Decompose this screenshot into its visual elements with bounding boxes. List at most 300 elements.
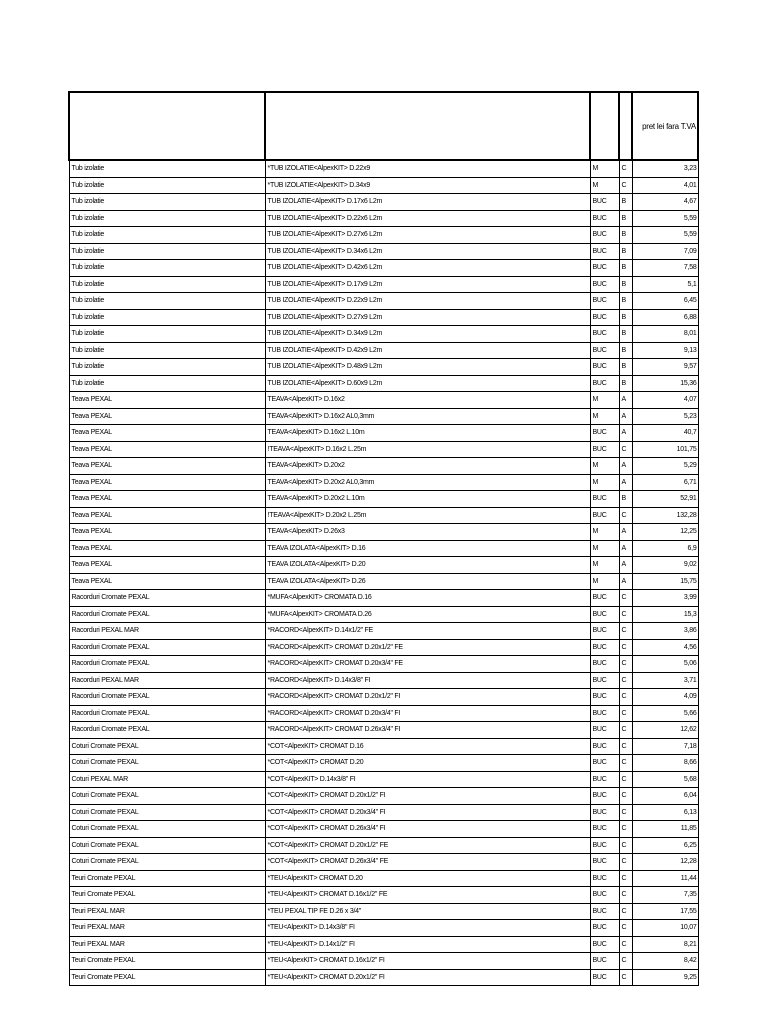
category-cell: Coturi Cromate PEXAL [69,738,265,755]
product-cell: *COT<AlpexKIT> CROMAT D.16 [265,738,590,755]
class-cell: A [619,408,632,425]
category-cell: Coturi Cromate PEXAL [69,788,265,805]
unit-cell: BUC [590,953,619,970]
unit-cell: BUC [590,507,619,524]
unit-cell: BUC [590,623,619,640]
class-cell: C [619,738,632,755]
price-cell: 11,44 [632,870,698,887]
class-cell: A [619,392,632,409]
product-cell: TUB IZOLATIE<AlpexKIT> D.22x9 L2m [265,293,590,310]
price-cell: 52,91 [632,491,698,508]
class-cell: C [619,705,632,722]
class-cell: B [619,260,632,277]
unit-cell: BUC [590,920,619,937]
product-cell: TUB IZOLATIE<AlpexKIT> D.17x9 L2m [265,276,590,293]
table-row [69,854,698,871]
unit-cell: BUC [590,821,619,838]
product-cell: TUB IZOLATIE<AlpexKIT> D.60x9 L2m [265,375,590,392]
table-row [69,392,698,409]
product-cell: !TEAVA<AlpexKIT> D.20x2 L.25m [265,507,590,524]
product-cell: *COT<AlpexKIT> CROMAT D.20x3/4" FI [265,804,590,821]
header-product [265,92,590,160]
product-cell: TEAVA<AlpexKIT> D.16x2 L.10m [265,425,590,442]
class-cell: B [619,227,632,244]
class-cell: A [619,557,632,574]
category-cell: Tub izolatie [69,359,265,376]
price-cell: 7,58 [632,260,698,277]
unit-cell: BUC [590,375,619,392]
category-cell: Teava PEXAL [69,524,265,541]
class-cell: C [619,672,632,689]
price-cell: 9,02 [632,557,698,574]
price-cell: 101,75 [632,441,698,458]
class-cell: C [619,722,632,739]
class-cell: C [619,854,632,871]
category-cell: Tub izolatie [69,276,265,293]
category-cell: Teuri Cromate PEXAL [69,953,265,970]
product-cell: *TEU<AlpexKIT> D.14x3/8" FI [265,920,590,937]
class-cell: B [619,342,632,359]
unit-cell: M [590,458,619,475]
unit-cell: BUC [590,227,619,244]
category-cell: Coturi PEXAL MAR [69,771,265,788]
header-category [69,92,265,160]
product-cell: *COT<AlpexKIT> CROMAT D.20x1/2" FI [265,788,590,805]
unit-cell: BUC [590,260,619,277]
unit-cell: BUC [590,738,619,755]
table-row [69,969,698,986]
category-cell: Tub izolatie [69,227,265,244]
category-cell: Teuri Cromate PEXAL [69,870,265,887]
table-row [69,788,698,805]
price-cell: 6,25 [632,837,698,854]
class-cell: C [619,755,632,772]
price-cell: 5,29 [632,458,698,475]
table-row [69,326,698,343]
price-cell: 6,04 [632,788,698,805]
category-cell: Teuri Cromate PEXAL [69,969,265,986]
product-cell: *TEU<AlpexKIT> D.14x1/2" FI [265,936,590,953]
table-row [69,936,698,953]
table-row [69,755,698,772]
price-cell: 8,66 [632,755,698,772]
product-cell: TUB IZOLATIE<AlpexKIT> D.27x9 L2m [265,309,590,326]
product-cell: TUB IZOLATIE<AlpexKIT> D.22x6 L2m [265,210,590,227]
unit-cell: M [590,557,619,574]
category-cell: Racorduri Cromate PEXAL [69,656,265,673]
category-cell: Teava PEXAL [69,507,265,524]
category-cell: Teava PEXAL [69,540,265,557]
unit-cell: M [590,408,619,425]
table-row [69,689,698,706]
table-row [69,771,698,788]
table-row [69,260,698,277]
price-cell: 8,01 [632,326,698,343]
table-row [69,194,698,211]
product-cell: *MUFA<AlpexKIT> CROMATA D.26 [265,606,590,623]
category-cell: Teava PEXAL [69,474,265,491]
category-cell: Coturi Cromate PEXAL [69,821,265,838]
unit-cell: BUC [590,705,619,722]
table-row [69,738,698,755]
price-cell: 6,45 [632,293,698,310]
table-row [69,210,698,227]
header-unit [590,92,619,160]
class-cell: C [619,177,632,194]
table-row [69,243,698,260]
class-cell: A [619,425,632,442]
unit-cell: BUC [590,722,619,739]
price-cell: 7,18 [632,738,698,755]
table-row [69,441,698,458]
class-cell: C [619,887,632,904]
price-cell: 3,86 [632,623,698,640]
price-cell: 9,25 [632,969,698,986]
category-cell: Racorduri Cromate PEXAL [69,689,265,706]
product-cell: TUB IZOLATIE<AlpexKIT> D.34x9 L2m [265,326,590,343]
table-row [69,887,698,904]
table-row [69,425,698,442]
table-row [69,623,698,640]
category-cell: Teuri Cromate PEXAL [69,887,265,904]
table-row [69,227,698,244]
price-cell: 3,23 [632,160,698,177]
table-row [69,557,698,574]
product-cell: TEAVA<AlpexKIT> D.20x2 L.10m [265,491,590,508]
product-cell: *TEU<AlpexKIT> CROMAT D.16x1/2" FI [265,953,590,970]
unit-cell: M [590,573,619,590]
category-cell: Teava PEXAL [69,557,265,574]
table-row [69,507,698,524]
unit-cell: M [590,540,619,557]
table-row [69,293,698,310]
price-cell: 4,09 [632,689,698,706]
price-cell: 15,3 [632,606,698,623]
category-cell: Coturi Cromate PEXAL [69,837,265,854]
category-cell: Tub izolatie [69,243,265,260]
class-cell: C [619,623,632,640]
table-row [69,953,698,970]
category-cell: Coturi Cromate PEXAL [69,854,265,871]
unit-cell: M [590,177,619,194]
class-cell: B [619,309,632,326]
category-cell: Teava PEXAL [69,458,265,475]
table-row [69,276,698,293]
table-row [69,672,698,689]
product-cell: TUB IZOLATIE<AlpexKIT> D.42x6 L2m [265,260,590,277]
product-cell: TEAVA IZOLATA<AlpexKIT> D.20 [265,557,590,574]
category-cell: Tub izolatie [69,160,265,177]
price-cell: 7,09 [632,243,698,260]
class-cell: C [619,639,632,656]
unit-cell: BUC [590,837,619,854]
class-cell: A [619,524,632,541]
unit-cell: BUC [590,689,619,706]
unit-cell: BUC [590,672,619,689]
category-cell: Tub izolatie [69,210,265,227]
class-cell: C [619,870,632,887]
product-cell: *TEU PEXAL TIP FE D.26 x 3/4" [265,903,590,920]
table-row [69,160,698,177]
category-cell: Teuri PEXAL MAR [69,936,265,953]
table-row [69,920,698,937]
category-cell: Teava PEXAL [69,573,265,590]
class-cell: C [619,804,632,821]
table-row [69,639,698,656]
table-row [69,375,698,392]
category-cell: Racorduri Cromate PEXAL [69,590,265,607]
unit-cell: BUC [590,276,619,293]
class-cell: B [619,243,632,260]
product-cell: TUB IZOLATIE<AlpexKIT> D.27x6 L2m [265,227,590,244]
unit-cell: BUC [590,342,619,359]
table-row [69,705,698,722]
price-cell: 3,99 [632,590,698,607]
class-cell: C [619,821,632,838]
table-row [69,903,698,920]
category-cell: Teava PEXAL [69,392,265,409]
table-row [69,177,698,194]
price-cell: 6,88 [632,309,698,326]
price-cell: 5,23 [632,408,698,425]
category-cell: Racorduri PEXAL MAR [69,623,265,640]
unit-cell: BUC [590,804,619,821]
category-cell: Coturi Cromate PEXAL [69,755,265,772]
product-cell: *RACORD<AlpexKIT> D.14x3/8" FI [265,672,590,689]
price-cell: 17,55 [632,903,698,920]
unit-cell: M [590,160,619,177]
product-cell: *TEU<AlpexKIT> CROMAT D.20x1/2" FI [265,969,590,986]
table-row [69,524,698,541]
price-cell: 9,57 [632,359,698,376]
class-cell: C [619,160,632,177]
product-cell: *RACORD<AlpexKIT> CROMAT D.20x1/2" FI [265,689,590,706]
price-cell: 40,7 [632,425,698,442]
class-cell: C [619,837,632,854]
category-cell: Racorduri PEXAL MAR [69,672,265,689]
price-cell: 8,21 [632,936,698,953]
product-cell: *RACORD<AlpexKIT> CROMAT D.20x3/4" FI [265,705,590,722]
class-cell: B [619,375,632,392]
unit-cell: M [590,392,619,409]
table-row [69,722,698,739]
price-cell: 132,28 [632,507,698,524]
product-cell: *COT<AlpexKIT> CROMAT D.26x3/4" FI [265,821,590,838]
unit-cell: BUC [590,788,619,805]
category-cell: Tub izolatie [69,309,265,326]
header-class [619,92,632,160]
price-cell: 5,59 [632,210,698,227]
category-cell: Tub izolatie [69,326,265,343]
unit-cell: BUC [590,491,619,508]
unit-cell: BUC [590,606,619,623]
price-cell: 11,85 [632,821,698,838]
category-cell: Teava PEXAL [69,441,265,458]
unit-cell: BUC [590,243,619,260]
product-cell: TEAVA IZOLATA<AlpexKIT> D.26 [265,573,590,590]
unit-cell: BUC [590,755,619,772]
unit-cell: BUC [590,326,619,343]
table-row [69,458,698,475]
product-cell: *RACORD<AlpexKIT> CROMAT D.20x3/4" FE [265,656,590,673]
price-cell: 5,06 [632,656,698,673]
product-cell: TUB IZOLATIE<AlpexKIT> D.48x9 L2m [265,359,590,376]
product-cell: TEAVA<AlpexKIT> D.16x2 AL0,3mm [265,408,590,425]
table-row [69,359,698,376]
unit-cell: BUC [590,936,619,953]
category-cell: Tub izolatie [69,260,265,277]
class-cell: B [619,276,632,293]
price-cell: 6,71 [632,474,698,491]
product-cell: TEAVA<AlpexKIT> D.20x2 AL0,3mm [265,474,590,491]
header-row [69,92,698,160]
product-cell: *RACORD<AlpexKIT> CROMAT D.20x1/2" FE [265,639,590,656]
product-cell: *TEU<AlpexKIT> CROMAT D.16x1/2" FE [265,887,590,904]
price-cell: 8,42 [632,953,698,970]
category-cell: Tub izolatie [69,194,265,211]
class-cell: C [619,788,632,805]
price-cell: 4,56 [632,639,698,656]
product-cell: *COT<AlpexKIT> CROMAT D.20 [265,755,590,772]
product-cell: TEAVA<AlpexKIT> D.20x2 [265,458,590,475]
unit-cell: BUC [590,210,619,227]
price-cell: 15,36 [632,375,698,392]
unit-cell: BUC [590,854,619,871]
table-row [69,491,698,508]
price-cell: 9,13 [632,342,698,359]
table-row [69,821,698,838]
unit-cell: BUC [590,441,619,458]
price-cell: 10,07 [632,920,698,937]
class-cell: B [619,293,632,310]
price-cell: 5,1 [632,276,698,293]
price-cell: 5,68 [632,771,698,788]
price-cell: 4,01 [632,177,698,194]
table-row [69,590,698,607]
category-cell: Tub izolatie [69,293,265,310]
category-cell: Racorduri Cromate PEXAL [69,722,265,739]
class-cell: B [619,491,632,508]
category-cell: Racorduri Cromate PEXAL [69,639,265,656]
class-cell: C [619,590,632,607]
product-cell: TUB IZOLATIE<AlpexKIT> D.42x9 L2m [265,342,590,359]
product-cell: *COT<AlpexKIT> D.14x3/8" FI [265,771,590,788]
unit-cell: BUC [590,639,619,656]
class-cell: A [619,474,632,491]
unit-cell: M [590,474,619,491]
class-cell: C [619,903,632,920]
price-cell: 12,28 [632,854,698,871]
unit-cell: BUC [590,656,619,673]
class-cell: B [619,326,632,343]
class-cell: A [619,458,632,475]
class-cell: C [619,656,632,673]
product-cell: *TUB IZOLATIE<AlpexKIT> D.22x9 [265,160,590,177]
product-cell: *TUB IZOLATIE<AlpexKIT> D.34x9 [265,177,590,194]
product-cell: *TEU<AlpexKIT> CROMAT D.20 [265,870,590,887]
price-cell: 6,9 [632,540,698,557]
class-cell: C [619,689,632,706]
product-cell: TEAVA<AlpexKIT> D.26x3 [265,524,590,541]
category-cell: Racorduri Cromate PEXAL [69,606,265,623]
category-cell: Teava PEXAL [69,491,265,508]
category-cell: Tub izolatie [69,177,265,194]
price-cell: 4,07 [632,392,698,409]
price-cell: 5,66 [632,705,698,722]
class-cell: C [619,936,632,953]
class-cell: C [619,920,632,937]
class-cell: C [619,606,632,623]
product-cell: *RACORD<AlpexKIT> D.14x1/2" FE [265,623,590,640]
price-cell: 12,25 [632,524,698,541]
category-cell: Racorduri Cromate PEXAL [69,705,265,722]
category-cell: Teava PEXAL [69,425,265,442]
category-cell: Tub izolatie [69,342,265,359]
unit-cell: BUC [590,903,619,920]
unit-cell: BUC [590,425,619,442]
price-cell: 15,75 [632,573,698,590]
price-cell: 3,71 [632,672,698,689]
category-cell: Coturi Cromate PEXAL [69,804,265,821]
class-cell: B [619,194,632,211]
price-cell: 5,59 [632,227,698,244]
category-cell: Teuri PEXAL MAR [69,903,265,920]
table-row [69,656,698,673]
unit-cell: BUC [590,359,619,376]
header-price: pret lei fara T.VA [632,92,698,160]
class-cell: C [619,441,632,458]
unit-cell: BUC [590,194,619,211]
class-cell: A [619,573,632,590]
price-cell: 6,13 [632,804,698,821]
table-row [69,342,698,359]
table-row [69,837,698,854]
product-cell: TUB IZOLATIE<AlpexKIT> D.17x6 L2m [265,194,590,211]
product-cell: TEAVA<AlpexKIT> D.16x2 [265,392,590,409]
class-cell: C [619,953,632,970]
class-cell: C [619,507,632,524]
class-cell: B [619,359,632,376]
unit-cell: BUC [590,969,619,986]
product-cell: *RACORD<AlpexKIT> CROMAT D.26x3/4" FI [265,722,590,739]
class-cell: C [619,969,632,986]
unit-cell: BUC [590,870,619,887]
table-row [69,408,698,425]
category-cell: Teava PEXAL [69,408,265,425]
category-cell: Tub izolatie [69,375,265,392]
product-cell: TEAVA IZOLATA<AlpexKIT> D.16 [265,540,590,557]
table-row [69,540,698,557]
product-cell: TUB IZOLATIE<AlpexKIT> D.34x6 L2m [265,243,590,260]
product-cell: *COT<AlpexKIT> CROMAT D.26x3/4" FE [265,854,590,871]
unit-cell: BUC [590,590,619,607]
product-cell: *MUFA<AlpexKIT> CROMATA D.16 [265,590,590,607]
table-row [69,573,698,590]
table-row [69,606,698,623]
unit-cell: BUC [590,887,619,904]
class-cell: A [619,540,632,557]
class-cell: B [619,210,632,227]
category-cell: Teuri PEXAL MAR [69,920,265,937]
class-cell: C [619,771,632,788]
unit-cell: BUC [590,293,619,310]
price-list-table [68,91,699,986]
table-row [69,309,698,326]
product-cell: !TEAVA<AlpexKIT> D.16x2 L.25m [265,441,590,458]
unit-cell: BUC [590,771,619,788]
unit-cell: BUC [590,309,619,326]
price-cell: 4,67 [632,194,698,211]
